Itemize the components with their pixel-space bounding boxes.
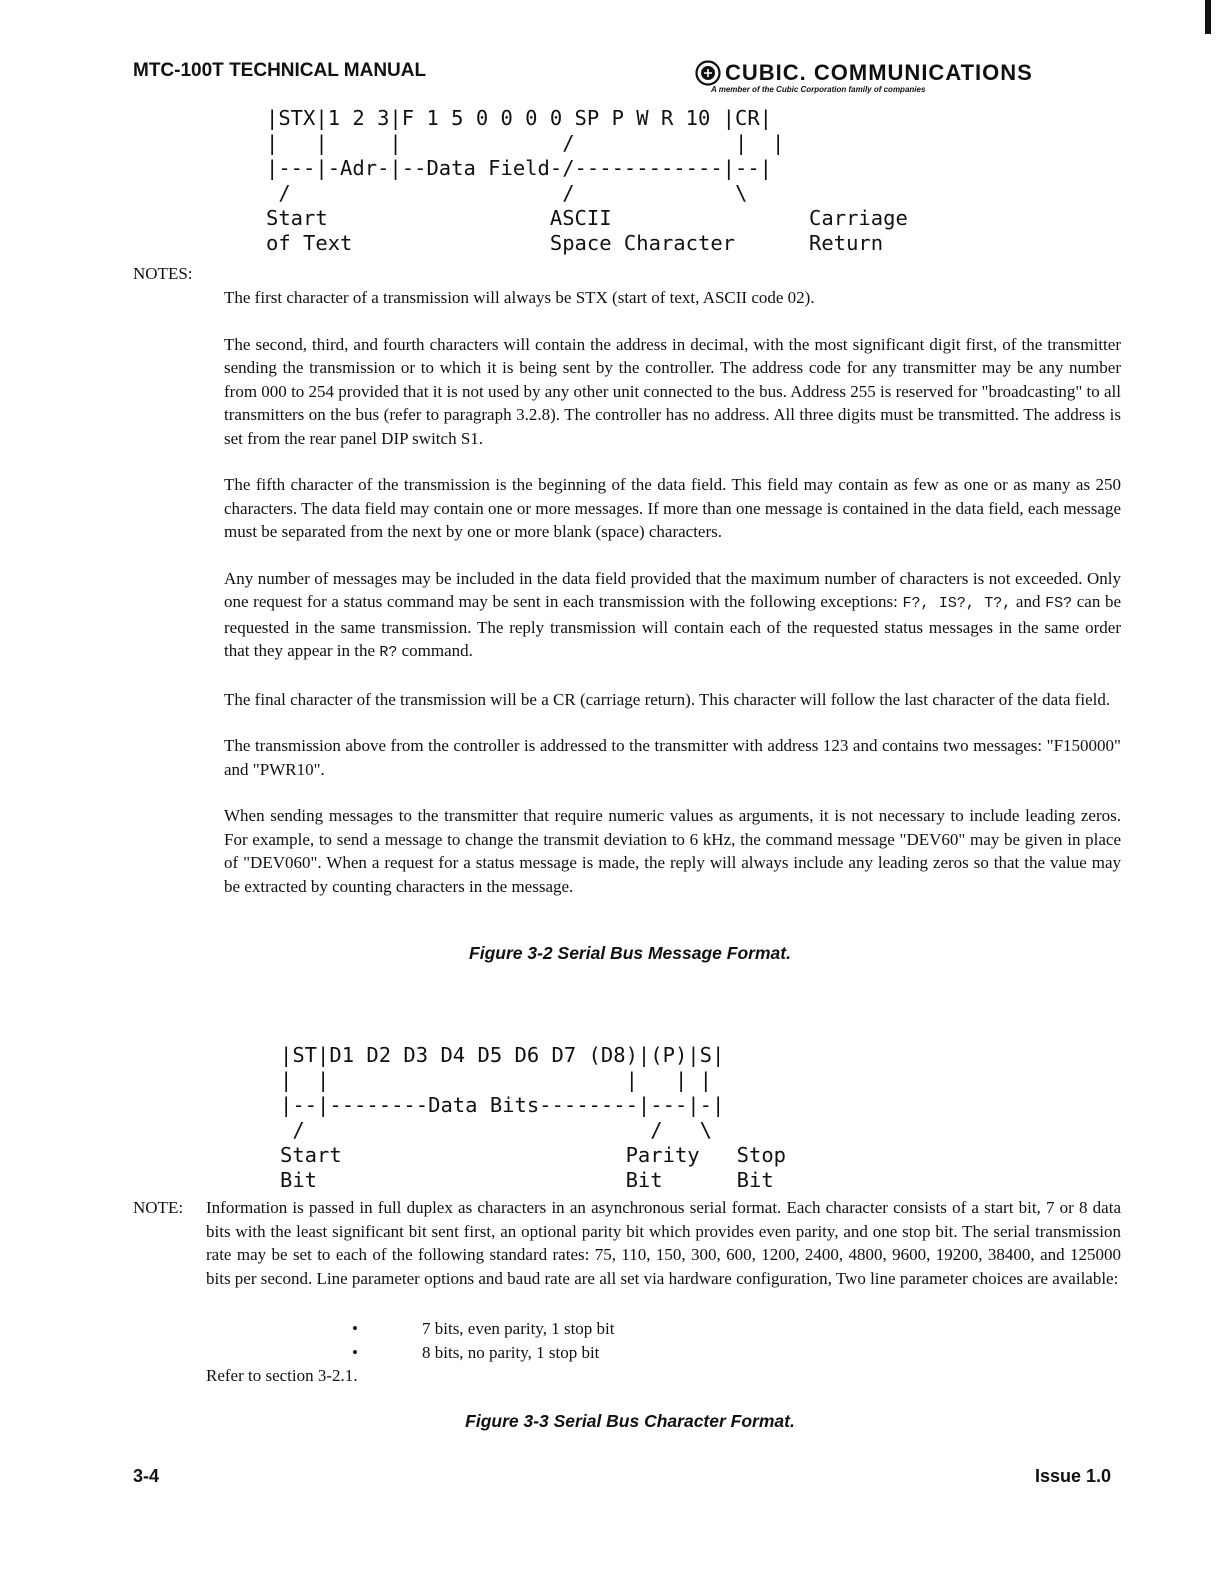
- note-paragraph: The transmission above from the controller is addressed to the transmitter with address 123 and contains two messages: "F150000" and "PWR10".: [224, 736, 1121, 779]
- brand-tagline: A member of the Cubic Corporation family of companies: [711, 85, 926, 94]
- diagram-line: |ST|D1 D2 D3 D4 D5 D6 D7 (D8)|(P)|S|: [280, 1043, 725, 1067]
- note-paragraph: The final character of the transmission will be a CR (carriage return). This character will follow the last character of the data field.: [224, 689, 1111, 709]
- diagram-line: |STX|1 2 3|F 1 5 0 0 0 0 SP P W R 10 |CR|: [266, 106, 773, 130]
- diagram-line: | | | / | |: [266, 131, 785, 155]
- diagram-line: |--|--------Data Bits--------|---|-|: [280, 1093, 725, 1117]
- figure-3-2-caption: Figure 3-2 Serial Bus Message Format.: [469, 943, 791, 963]
- message-format-diagram: [266, 106, 908, 256]
- note-paragraph: The second, third, and fourth characters will contain the address in decimal, with the most significant digit first, of the transmitter sending the transmission or to which it is being sent by the controller. The address code for any transmitter may be any number from 000 to 254 provided that it is not used by any other unit connected to the bus. Address 255 is reserved for "broadcasting" to all transmitters on the bus (refer to paragraph 3.2.8). The controller has no address. All three digits must be transmitted. The address is set from the rear panel DIP switch S1.: [224, 334, 1121, 448]
- diagram-line: Start Parity Stop: [280, 1143, 787, 1167]
- diagram-line: | | | | |: [280, 1068, 712, 1092]
- list-item: [352, 1317, 615, 1341]
- diagram-line: Start ASCII Carriage: [266, 206, 908, 230]
- text-run: command.: [401, 641, 473, 660]
- diagram-line: |---|-Adr-|--Data Field-/------------|--|: [266, 156, 773, 180]
- text-run: Any number of messages may be included in the data field provided that the maximum number of characters is not exceeded. Only one request for a status command may be sent in each transmission with the following exceptions:: [224, 568, 1121, 611]
- code-fs: FS?: [1045, 595, 1073, 612]
- note-paragraph: The first character of a transmission will always be STX (start of text, ASCII code 02).: [224, 288, 815, 307]
- code-r: R?: [379, 644, 398, 661]
- issue-label: Issue 1.0: [1035, 1466, 1112, 1486]
- list-item: [352, 1341, 615, 1365]
- bullet-icon: •: [352, 1342, 358, 1362]
- note-paragraph: The fifth character of the transmission is the beginning of the data field. This field may contain as few as one or as many as 250 characters. The data field may contain one or more messages. If more than one message is contained in the data field, each message must be separated from the next by one or more blank (space) characters.: [224, 475, 1121, 541]
- page-edge-mark: [1205, 0, 1211, 34]
- manual-title: MTC-100T TECHNICAL MANUAL: [133, 60, 427, 81]
- note-label: NOTE:: [133, 1198, 184, 1217]
- bullet-list: [352, 1317, 615, 1364]
- figure-3-3-caption: Figure 3-3 Serial Bus Character Format.: [465, 1411, 795, 1431]
- list-item-text: 7 bits, even parity, 1 stop bit: [422, 1319, 615, 1338]
- notes-label: NOTES:: [133, 264, 193, 283]
- diagram-line: Bit Bit Bit: [280, 1168, 774, 1192]
- text-run: and: [1015, 592, 1041, 611]
- cubic-globe-icon: [695, 60, 721, 86]
- note-text: Information is passed in full duplex as characters in an asynchronous serial format. Each character consists of a start bit, 7 or 8 data bits with the least significant bit sent first, an optional parity bit which provides even parity, and one stop bit. The serial transmission rate may be set to each of the following standard rates: 75, 110, 150, 300, 600, 1200, 2400, 4800, 9600, 19200, 38400, and 125000 bits per second. Line parameter options and baud rate are all set via hardware configuration, Two line parameter choices are available:: [206, 1198, 1121, 1288]
- notes-body: [224, 286, 1121, 921]
- brand-logo: [695, 60, 1125, 94]
- character-format-diagram: [280, 1043, 786, 1193]
- bullet-icon: •: [352, 1319, 358, 1338]
- brand-name: CUBIC. COMMUNICATIONS: [725, 60, 1033, 85]
- list-item-text: 8 bits, no parity, 1 stop bit: [422, 1342, 600, 1362]
- diagram-line: / / \: [280, 1118, 712, 1142]
- page-number: 3-4: [133, 1466, 160, 1486]
- code-status-commands: F?, IS?, T?,: [902, 595, 1012, 612]
- diagram-line: / / \: [266, 181, 748, 205]
- note-paragraph: When sending messages to the transmitter that require numeric values as arguments, it is not necessary to include leading zeros. For example, to send a message to change the transmit deviation to 6 kHz, the command message "DEV60" may be given in place of "DEV060". When a request for a status message is made, the reply will always include any leading zeros so that the value may be extracted by counting characters in the message.: [224, 806, 1121, 896]
- refer-text: Refer to section 3-2.1.: [206, 1366, 358, 1385]
- note-paragraph: [224, 567, 1121, 665]
- diagram-line: of Text Space Character Return: [266, 231, 884, 255]
- text-run: can be requested in the same transmission. The reply transmission will contain each of the requested status messages in the same order that they appear in the: [224, 592, 1122, 660]
